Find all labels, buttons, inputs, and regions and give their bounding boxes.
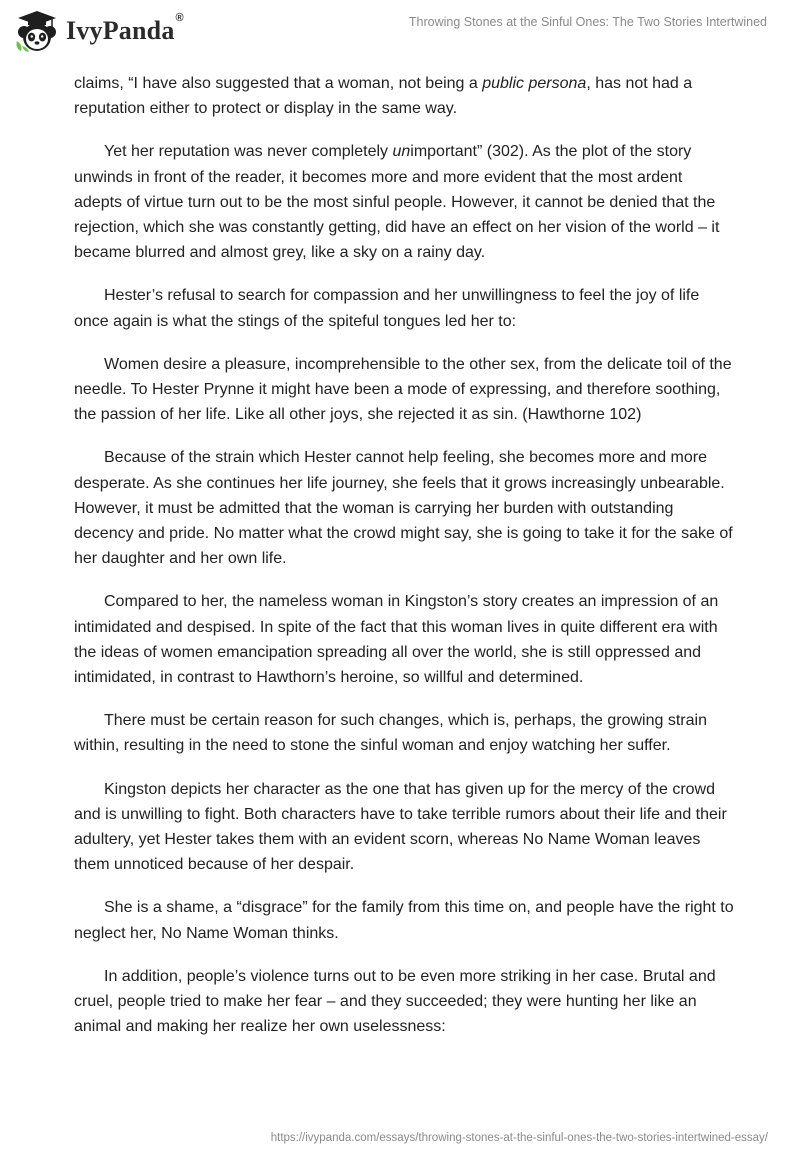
logo-text: IvyPanda® <box>66 12 184 45</box>
block-quote: Women desire a pleasure, incomprehensible to the other sex, from the delicate toil of the needle. To Hester Prynne it might have been a mode of expressing, and therefore soothing, the passion of her life. Like all other joys, she rejected it as sin. (Hawthorne 102) <box>74 355 732 424</box>
paragraph-6: Compared to her, the nameless woman in Kingston’s story creates an impression of an intimidated and despised. In spite of the fact that this woman lives in quite different era with the ideas of women emancipation spreading all over the world, she is still oppressed and intimidated, in contrast to Hawthorn’s heroine, so willful and determined. <box>74 593 719 687</box>
registered-mark: ® <box>175 12 184 24</box>
source-url-link[interactable]: https://ivypanda.com/essays/throwing-stones-at-the-sinful-ones-the-two-stories-intertwined-essay/ <box>270 1132 768 1144</box>
document-title: Throwing Stones at the Sinful Ones: The Two Stories Intertwined <box>408 15 767 29</box>
paragraph-3: Hester’s refusal to search for compassion and her unwillingness to feel the joy of life once again is what the stings of the spiteful tongues led her to: <box>74 287 700 330</box>
page-header <box>0 0 800 62</box>
paragraph-2: Yet her reputation was never completely unimportant” (302). As the plot of the story unwinds in front of the reader, it becomes more and more evident that the most ardent adepts of virtue turn out to be the most sinful people. However, it cannot be denied that the rejection, which she was constantly getting, did have an effect on her vision of the world – it became blurred and almost grey, like a sky on a rainy day. <box>74 143 720 262</box>
paragraph-9: She is a shame, a “disgrace” for the family from this time on, and people have the right to neglect her, No Name Woman thinks. <box>74 899 734 942</box>
emphasis-public-persona: public persona <box>482 75 587 92</box>
ivypanda-logo[interactable] <box>14 8 184 54</box>
paragraph-10: In addition, people’s violence turns out to be even more striking in her case. Brutal and cruel, people tried to make her fear – and they succeeded; they were hunting her like an animal and making her realize her own uselessness: <box>74 967 716 1036</box>
paragraph-1: claims, “I have also suggested that a woman, not being a public persona, has not had a reputation either to protect or display in the same way. <box>74 75 693 118</box>
paragraph-5: Because of the strain which Hester cannot help feeling, she becomes more and more desperate. As she continues her life journey, she feels that it grows increasingly unbearable. However, it must be admitted that the woman is carrying her burden with outstanding decency and pride. No matter what the crowd might say, she is going to take it for the sake of her daughter and her own life. <box>74 449 733 568</box>
essay-body <box>74 71 734 1058</box>
emphasis-un: un <box>392 143 411 161</box>
paragraph-7: There must be certain reason for such changes, which is, perhaps, the growing strain within, resulting in the need to stone the sinful woman and enjoy watching her suffer. <box>74 712 707 755</box>
panda-graduation-icon <box>14 8 60 54</box>
paragraph-8: Kingston depicts her character as the one that has given up for the mercy of the crowd and is unwilling to fight. Both characters have to take terrible rumors about their life and their adultery, yet Hester takes them with an evident scorn, whereas No Name Woman leaves them unnoticed because of her despair. <box>74 780 727 874</box>
